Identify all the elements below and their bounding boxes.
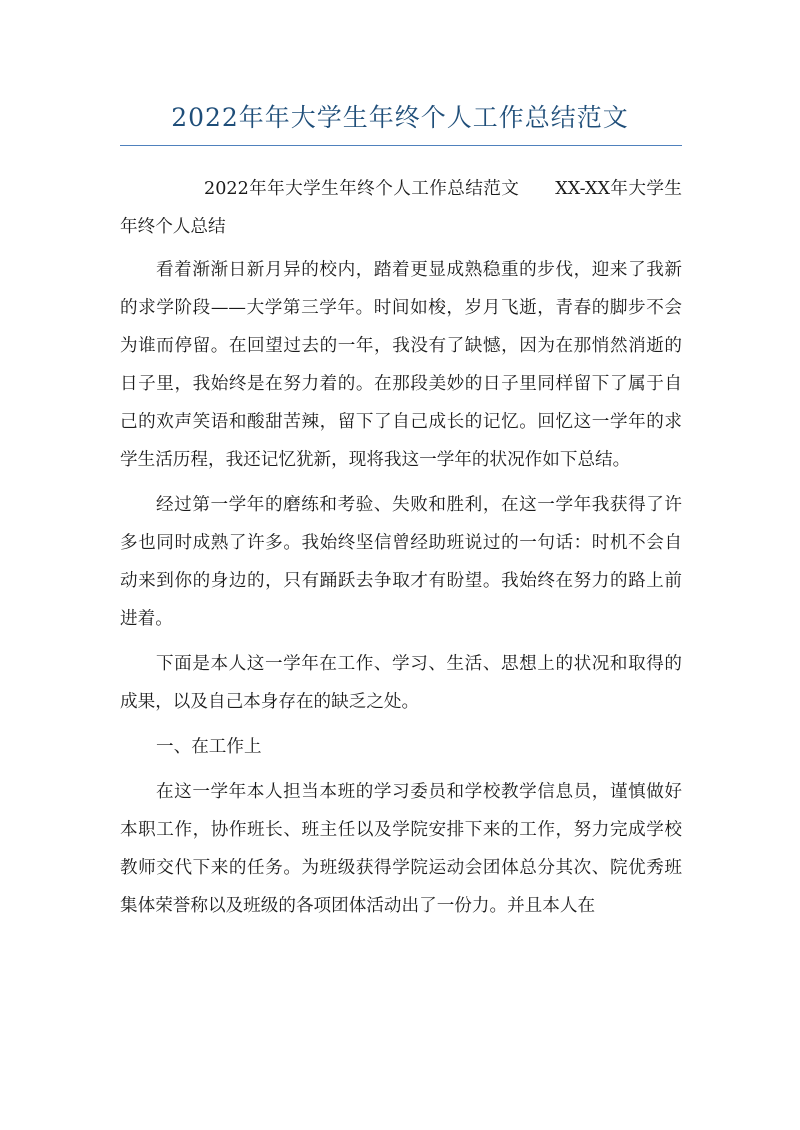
paragraph-intro: 看着渐渐日新月异的校内，踏着更显成熟稳重的步伐，迎来了我新的求学阶段——大学第三学年。时间如梭，岁月飞逝，青春的脚步不会为谁而停留。在回望过去的一年，我没有了缺憾，因为在那悄然消逝的日子里，我始终是在努力着的。在那段美妙的日子里同样留下了属于自己的欢声笑语和酸甜苦辣，留下了自己成长的记忆。回忆这一学年的求学生活历程，我还记忆犹新，现将我这一学年的状况作如下总结。	[120, 260, 682, 470]
document-title: 2022年年大学生年终个人工作总结范文	[171, 103, 629, 132]
subtitle-main: 2022年年大学生年终个人工作总结范文	[204, 179, 520, 199]
paragraph-work: 在这一学年本人担当本班的学习委员和学校教学信息员，谨慎做好本职工作，协作班长、班主任以及学院安排下来的工作，努力完成学校教师交代下来的任务。为班级获得学院运动会团体总分其次、院优秀班集体荣誉称以及班级的各项团体活动出了一份力。并且本人在	[120, 782, 682, 916]
paragraph-experience: 经过第一学年的磨练和考验、失败和胜利，在这一学年我获得了许多也同时成熟了许多。我始终坚信曾经助班说过的一句话：时机不会自动来到你的身边的，只有踊跃去争取才有盼望。我始终在努力的路上前进着。	[120, 495, 682, 629]
document-subtitle	[120, 170, 682, 246]
subtitle-tail: XX-XX年大学生年终个人总结	[120, 179, 682, 237]
section-heading-work: 一、在工作上	[156, 737, 262, 757]
paragraph-overview: 下面是本人这一学年在工作、学习、生活、思想上的状况和取得的成果，以及自己本身存在的缺乏之处。	[120, 654, 682, 712]
title-underline	[120, 145, 682, 146]
document-body	[120, 170, 682, 925]
